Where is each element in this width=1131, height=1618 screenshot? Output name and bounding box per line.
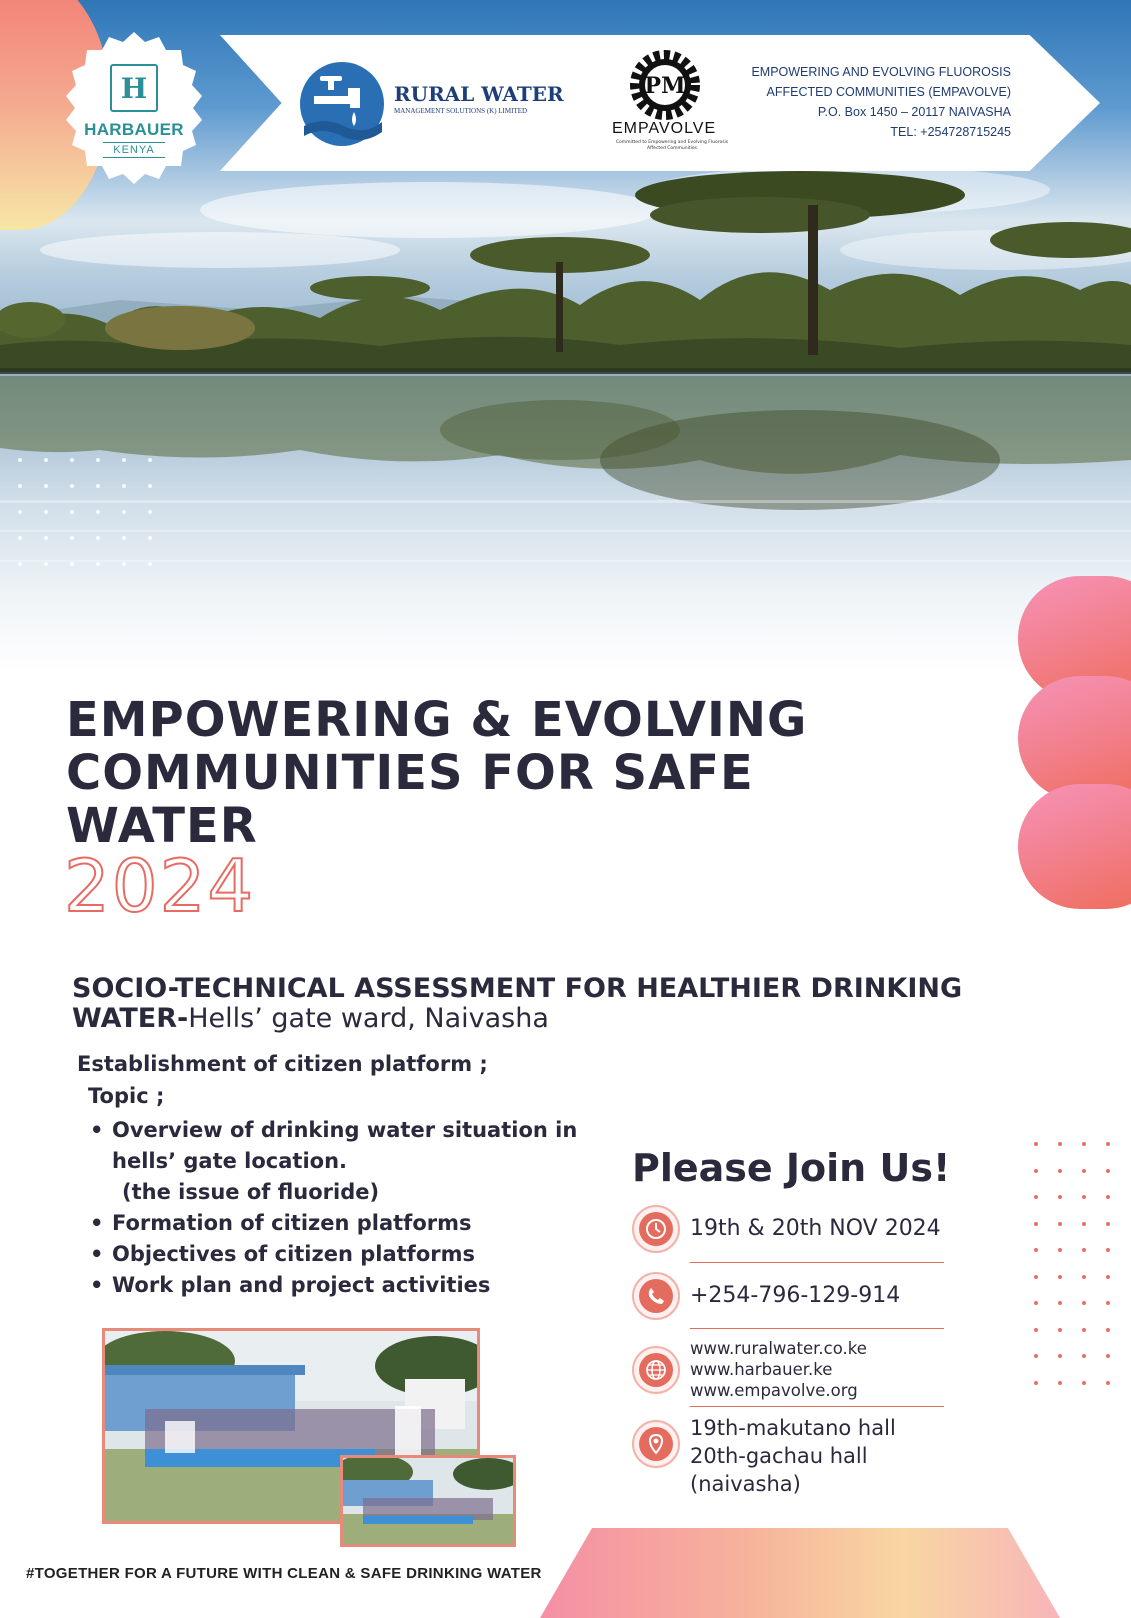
location-pin-icon	[632, 1420, 680, 1468]
venue-line: (naivasha)	[690, 1472, 801, 1496]
group-photo-small-image	[343, 1458, 513, 1544]
svg-text:PM: PM	[644, 73, 686, 99]
event-subtitle	[72, 974, 972, 1034]
empavolve-name: EMPAVOLVE	[612, 120, 717, 137]
right-blob-2	[1018, 676, 1131, 801]
bottom-gradient-shape	[540, 1528, 1060, 1618]
event-year: 2024	[64, 844, 256, 928]
globe-icon	[632, 1346, 680, 1394]
event-phone[interactable]: +254-796-129-914	[690, 1283, 901, 1308]
venue-line: 20th-gachau hall	[690, 1444, 868, 1468]
website-link[interactable]: www.harbauer.ke	[690, 1360, 833, 1379]
website-link[interactable]: www.ruralwater.co.ke	[690, 1339, 867, 1358]
harbauer-h-icon: H	[110, 64, 158, 112]
topic-item	[90, 1270, 590, 1301]
rural-water-subtitle: MANAGEMENT SOLUTIONS (K) LIMITED	[394, 107, 528, 115]
phone-icon	[632, 1272, 680, 1320]
topic-text: Work plan and project activities	[112, 1273, 491, 1297]
date-row	[632, 1205, 944, 1253]
topic-item	[90, 1239, 590, 1270]
topic-text: Objectives of citizen platforms	[112, 1242, 475, 1266]
decorative-red-dot-grid	[1034, 1142, 1130, 1407]
divider	[690, 1262, 944, 1263]
venue-line: 19th-makutano hall	[690, 1416, 896, 1440]
empavolve-info-line: TEL: +254728715245	[890, 125, 1011, 139]
website-list	[690, 1338, 867, 1401]
join-us-heading: Please Join Us!	[632, 1146, 951, 1190]
empavolve-info-line: EMPOWERING AND EVOLVING FLUOROSIS	[751, 65, 1011, 79]
empavolve-info-line: AFFECTED COMMUNITIES (EMPAVOLVE)	[766, 85, 1011, 99]
hashtag-footer: #TOGETHER FOR A FUTURE WITH CLEAN & SAFE DRINKING WATER	[26, 1565, 542, 1582]
harbauer-name: HARBAUER	[84, 120, 184, 139]
topic-item	[90, 1115, 590, 1208]
clock-icon	[632, 1205, 680, 1253]
decorative-dot-grid	[18, 458, 174, 588]
agenda-heading: Establishment of citizen platform ;	[77, 1052, 488, 1076]
empavolve-contact-info	[751, 62, 1011, 142]
location-row	[632, 1414, 944, 1500]
empavolve-info-line: P.O. Box 1450 – 20117 NAIVASHA	[817, 105, 1011, 119]
right-blob-3	[1018, 784, 1131, 909]
subtitle-bold: SOCIO-TECHNICAL ASSESSMENT FOR HEALTHIER DRINKING WATER-	[72, 973, 963, 1034]
website-row	[632, 1338, 944, 1402]
rural-water-name: RURAL WATER	[394, 82, 564, 106]
empavolve-gear-icon	[628, 48, 702, 122]
divider	[690, 1328, 944, 1329]
topic-list	[90, 1115, 590, 1301]
event-photo-small	[340, 1455, 516, 1547]
venue-list	[690, 1414, 896, 1498]
topic-item	[90, 1208, 590, 1239]
empavolve-tagline: Committed to Empowering and Evolving Fluorosis Affected Communities	[615, 140, 729, 151]
topic-text: Formation of citizen platforms	[112, 1211, 472, 1235]
rural-water-tap-icon	[292, 56, 390, 148]
harbauer-logo	[56, 30, 212, 186]
topic-note: (the issue of fluoride)	[122, 1180, 380, 1204]
topic-text: Overview of drinking water situation in hells’ gate location.	[112, 1118, 578, 1173]
website-link[interactable]: www.empavolve.org	[690, 1381, 858, 1400]
topic-label: Topic ;	[88, 1084, 165, 1108]
event-title: EMPOWERING & EVOLVING COMMUNITIES FOR SAFE WATER	[66, 692, 808, 854]
harbauer-country: KENYA	[103, 142, 164, 158]
phone-row	[632, 1272, 944, 1320]
divider	[690, 1406, 944, 1407]
subtitle-location: Hells’ gate ward, Naivasha	[188, 1003, 549, 1034]
event-date: 19th & 20th NOV 2024	[690, 1216, 941, 1241]
